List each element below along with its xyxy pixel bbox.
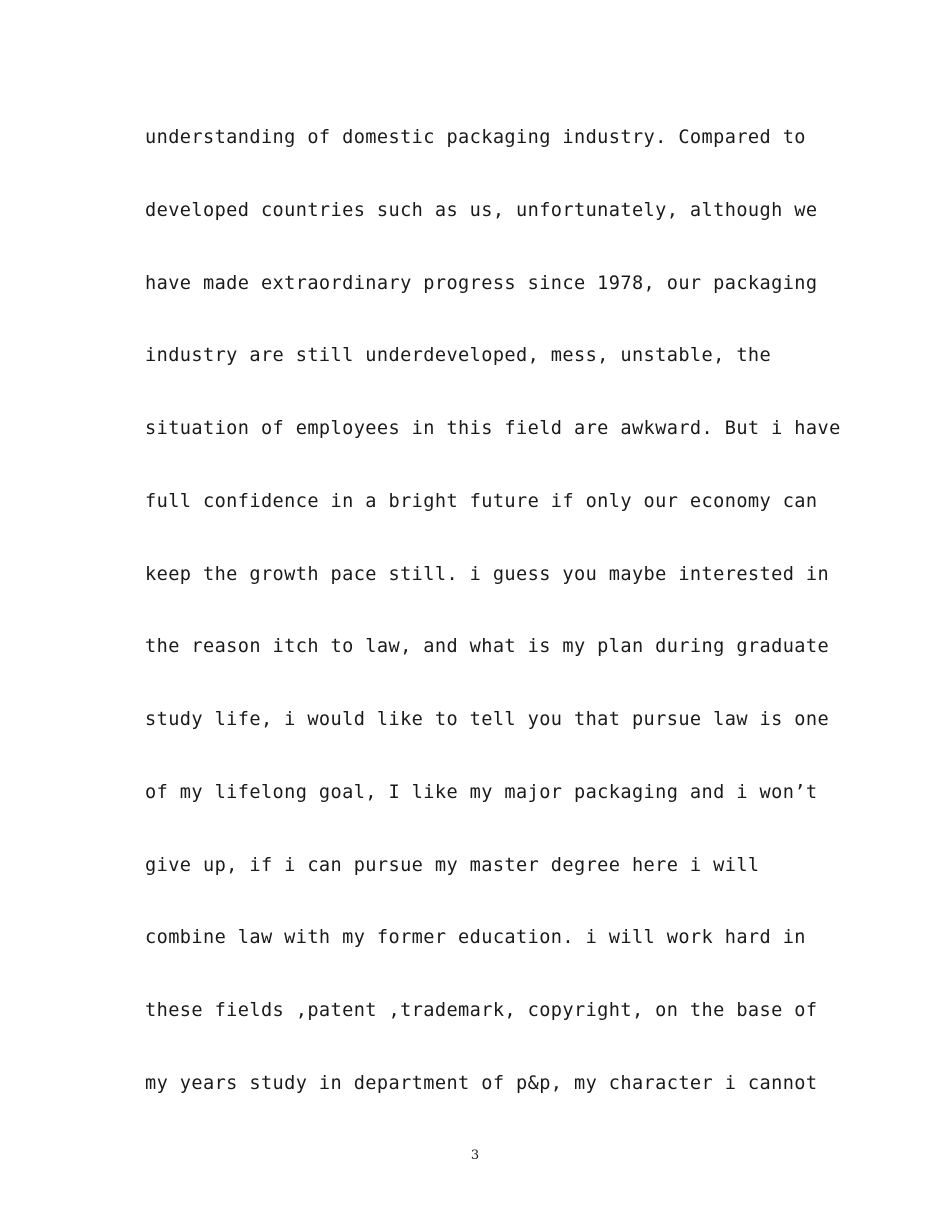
text-line: understanding of domestic packaging industry. Compared to <box>145 127 806 148</box>
text-line: these fields ,patent ,trademark, copyright, on the base of <box>145 1000 818 1021</box>
page-number: 3 <box>470 1148 480 1163</box>
text-line: give up, if i can pursue my master degree here i will <box>145 854 760 876</box>
text-line: full confidence in a bright future if only our economy can <box>145 490 818 512</box>
text-line: of my lifelong goal, I like my major packaging and i won’t <box>145 781 818 803</box>
text-line: combine law with my former education. i will work hard in <box>145 927 806 949</box>
text-line: have made extraordinary progress since 1978, our packaging <box>145 272 818 294</box>
text-line: keep the growth pace still. i guess you maybe interested in <box>145 563 830 585</box>
text-line: developed countries such as us, unfortunately, although we <box>145 199 818 221</box>
body-text <box>145 126 845 1145</box>
text-line: my years study in department of p&p, my character i cannot <box>145 1072 818 1094</box>
text-line: study life, i would like to tell you that pursue law is one <box>145 709 830 730</box>
text-line: situation of employees in this field are awkward. But i have <box>145 418 841 439</box>
text-line: industry are still underdeveloped, mess, unstable, the <box>145 345 772 367</box>
text-line: the reason itch to law, and what is my plan during graduate <box>145 636 830 658</box>
